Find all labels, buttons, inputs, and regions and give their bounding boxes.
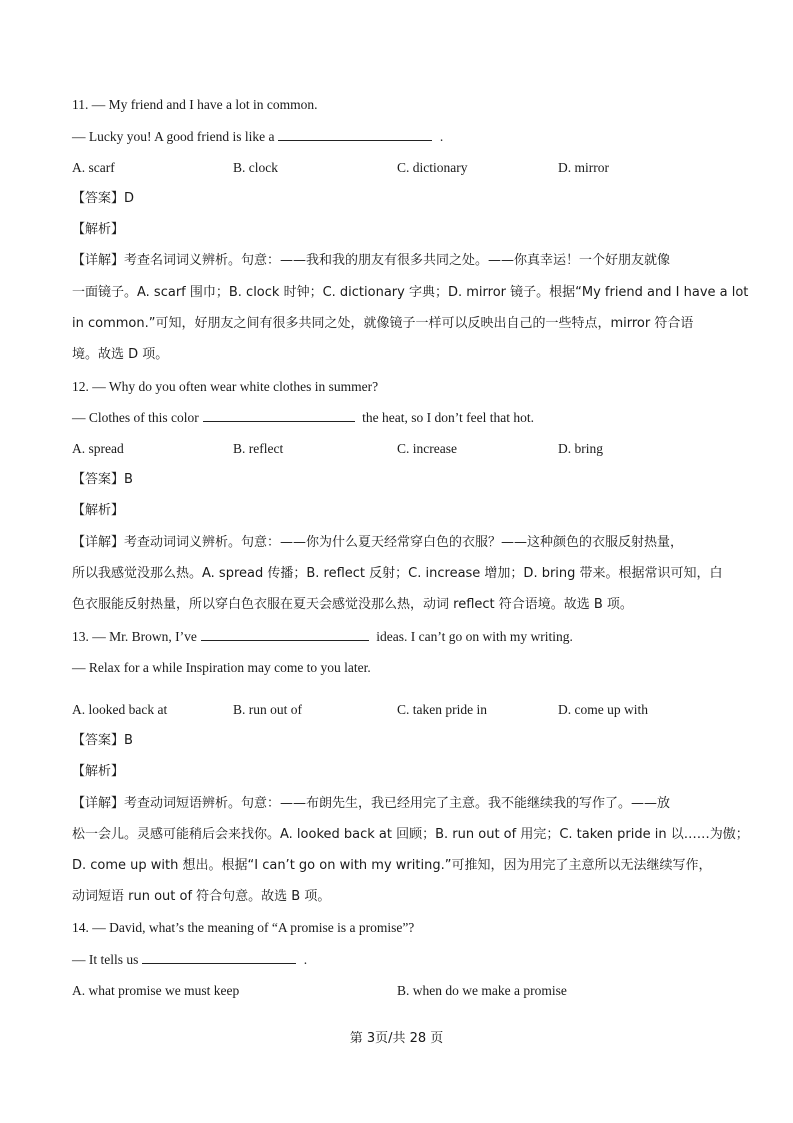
q13-option-d: D. come up with [558, 702, 648, 717]
q13-blank [201, 628, 369, 641]
q11-detail-2: 一面镜子。A. scarf 围巾；B. clock 时钟；C. dictionary 字典；D. mirror 镜子。根据“My friend and I have a lot [72, 285, 749, 300]
q13-answer-label: 【答案】B [72, 733, 133, 748]
q13-detail-2: 松一会儿。灵感可能稍后会来找你。A. looked back at 回顾；B. run out of 用完；C. taken pride in 以……为傲； [72, 827, 749, 842]
q12-question: 12. — Why do you often wear white clothes in summer? [72, 379, 379, 394]
q14-option-a: A. what promise we must keep [72, 983, 240, 998]
q11-analysis-label: 【解析】 [72, 222, 125, 237]
q11-option-c: C. dictionary [397, 160, 468, 175]
q13-option-a: A. looked back at [72, 702, 168, 717]
q13-option-c: C. taken pride in [397, 702, 487, 717]
q13-question-line [72, 628, 573, 646]
q13-detail-1: 【详解】考查动词短语辨析。句意：——布朗先生，我已经用完了主意。我不能继续我的写作了。——放 [72, 796, 671, 811]
q14-option-b: B. when do we make a promise [397, 983, 567, 998]
q11-answer-label: 【答案】D [72, 191, 135, 206]
q11-answer-prefix: — Lucky you! A good friend is like a [72, 129, 275, 144]
q11-option-b: B. clock [233, 160, 278, 175]
q14-answer-line [72, 951, 307, 969]
q11-detail-3: in common.”可知，好朋友之间有很多共同之处，就像镜子一样可以反映出自己的一些特点，mirror 符合语 [72, 316, 694, 331]
q12-option-c: C. increase [397, 441, 457, 456]
q12-answer-line [72, 409, 534, 427]
q11-blank [278, 128, 432, 141]
q13-question-prefix: 13. — Mr. Brown, I’ve [72, 629, 197, 644]
q11-detail-4: 境。故选 D 项。 [72, 347, 169, 362]
page-footer: 第 3页/共 28 页 [349, 1031, 444, 1046]
q13-option-b: B. run out of [233, 702, 302, 717]
q11-option-a: A. scarf [72, 160, 115, 175]
q13-question-suffix: ideas. I can’t go on with my writing. [376, 629, 573, 644]
q13-answer: — Relax for a while Inspiration may come to you later. [72, 660, 371, 675]
q11-detail-1: 【详解】考查名词词义辨析。句意：——我和我的朋友有很多共同之处。——你真幸运！一个好朋友就像 [72, 253, 671, 268]
q12-blank [203, 409, 355, 422]
q12-detail-1: 【详解】考查动词词义辨析。句意：——你为什么夏天经常穿白色的衣服？——这种颜色的衣服反射热量， [72, 535, 684, 550]
q12-answer-suffix: the heat, so I don’t feel that hot. [362, 410, 534, 425]
q14-question: 14. — David, what’s the meaning of “A promise is a promise”? [72, 920, 415, 935]
q12-answer-label: 【答案】B [72, 472, 133, 487]
q11-answer-suffix: . [439, 129, 444, 144]
q14-answer-prefix: — It tells us [72, 952, 139, 967]
q13-detail-3: D. come up with 想出。根据“I can’t go on with my writing.”可推知，因为用完了主意所以无法继续写作， [72, 858, 712, 873]
q14-blank [142, 951, 296, 964]
q11-option-d: D. mirror [558, 160, 609, 175]
q12-analysis-label: 【解析】 [72, 503, 125, 518]
q13-detail-4: 动词短语 run out of 符合句意。故选 B 项。 [72, 889, 331, 904]
q14-answer-suffix: . [303, 952, 308, 967]
q12-option-a: A. spread [72, 441, 124, 456]
q11-question: 11. — My friend and I have a lot in common. [72, 97, 318, 112]
q12-option-d: D. bring [558, 441, 603, 456]
q12-option-b: B. reflect [233, 441, 284, 456]
q12-detail-3: 色衣服能反射热量，所以穿白色衣服在夏天会感觉没那么热，动词 reflect 符合语境。故选 B 项。 [72, 597, 633, 612]
q13-analysis-label: 【解析】 [72, 764, 125, 779]
q11-answer-line [72, 128, 443, 146]
q12-answer-prefix: — Clothes of this color [72, 410, 199, 425]
q12-detail-2: 所以我感觉没那么热。A. spread 传播；B. reflect 反射；C. increase 增加；D. bring 带来。根据常识可知，白 [72, 566, 723, 581]
